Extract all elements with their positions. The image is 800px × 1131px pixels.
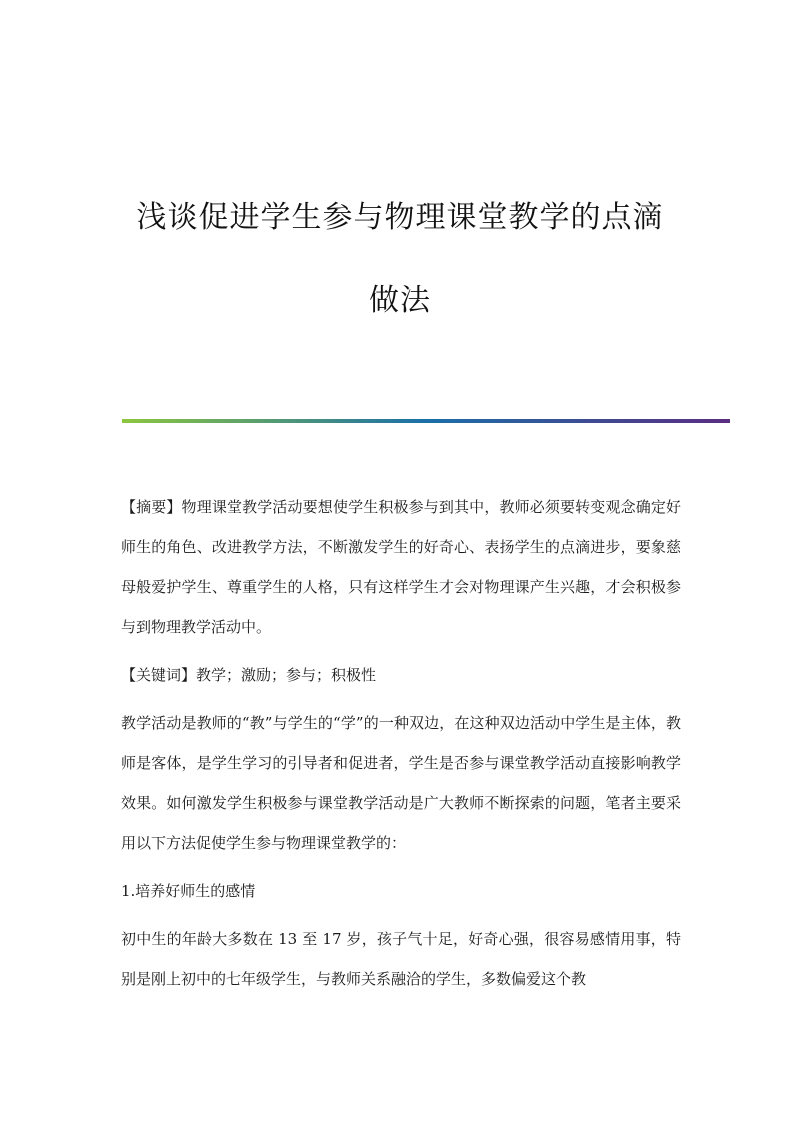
- document-title-line-1: 浅谈促进学生参与物理课堂教学的点滴: [136, 200, 664, 235]
- abstract-paragraph: 【摘要】物理课堂教学活动要想使学生积极参与到其中，教师必须要转变观念确定好师生的角色、改进教学方法，不断激发学生的好奇心、表扬学生的点滴进步，要象慈母般爱护学生、尊重学生的人格，只有这样学生才会对物理课产生兴趣，才会积极参与到物理教学活动中。: [121, 498, 681, 636]
- document-title-line-2: 做法: [369, 283, 431, 318]
- section-1-heading: 1.培养好师生的感情: [121, 882, 256, 900]
- intro-paragraph: 教学活动是教师的“教”与学生的“学”的一种双边，在这种双边活动中学生是主体，教师是客体，是学生学习的引导者和促进者，学生是否参与课堂教学活动直接影响教学效果。如何激发学生积极参与课堂教学活动是广大教师不断探索的问题，笔者主要采用以下方法促使学生参与物理课堂教学的：: [121, 714, 681, 852]
- document-body: [121, 487, 681, 1007]
- section-1-paragraph: 初中生的年龄大多数在 13 至 17 岁，孩子气十足，好奇心强，很容易感情用事，特别是刚上初中的七年级学生，与教师关系融洽的学生，多数偏爱这个教: [121, 930, 681, 988]
- keywords-paragraph: 【关键词】教学；激励；参与；积极性: [121, 666, 377, 684]
- title-divider: [122, 419, 730, 423]
